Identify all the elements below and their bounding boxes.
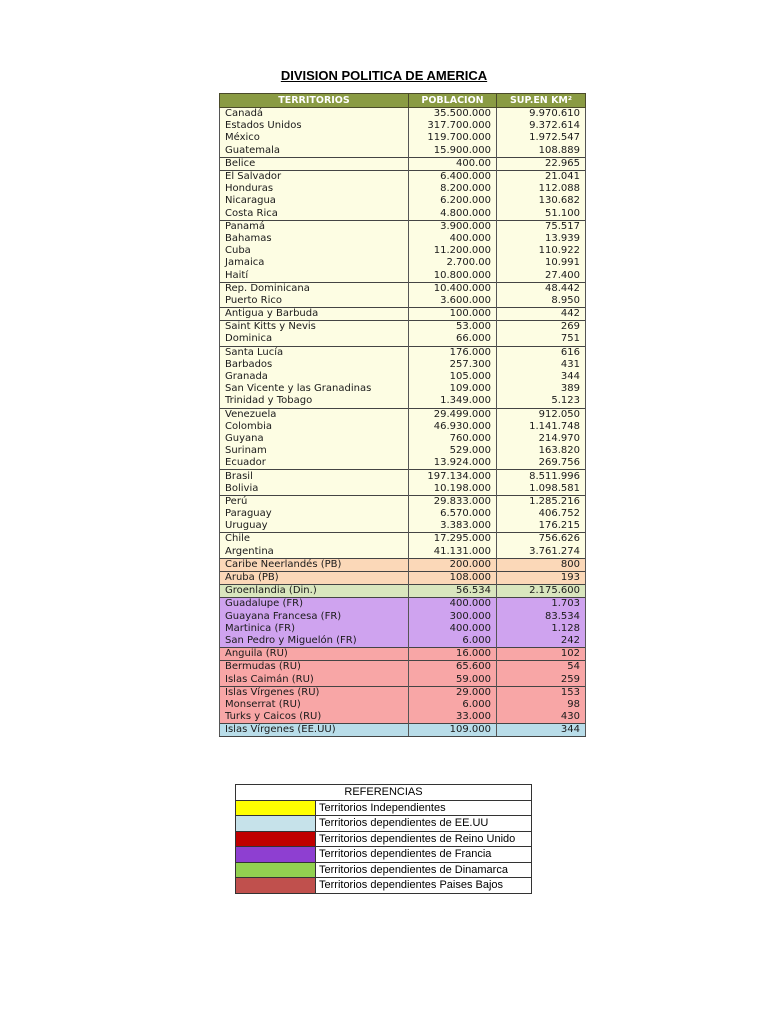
table-row — [220, 673, 586, 686]
territory-cell: Surinam — [220, 445, 409, 457]
table-row — [220, 546, 586, 559]
legend-item — [236, 816, 532, 832]
area-cell: 1.128 — [497, 623, 586, 635]
population-cell: 6.570.000 — [409, 508, 497, 520]
population-cell: 10.400.000 — [409, 282, 497, 295]
table-row — [220, 623, 586, 635]
table-row — [220, 611, 586, 623]
population-cell: 760.000 — [409, 433, 497, 445]
table-row — [220, 383, 586, 395]
territory-cell: Bolivia — [220, 483, 409, 496]
territory-cell: Martinica (FR) — [220, 623, 409, 635]
population-cell: 10.800.000 — [409, 269, 497, 282]
territory-cell: Santa Lucía — [220, 346, 409, 359]
territory-cell: Uruguay — [220, 520, 409, 533]
territory-cell: Islas Vírgenes (RU) — [220, 686, 409, 699]
population-cell: 257.300 — [409, 359, 497, 371]
population-cell: 119.700.000 — [409, 132, 497, 144]
population-cell: 46.930.000 — [409, 421, 497, 433]
area-cell: 344 — [497, 724, 586, 737]
territory-cell: Groenlandia (Din.) — [220, 585, 409, 598]
population-cell: 53.000 — [409, 321, 497, 334]
area-cell: 98 — [497, 699, 586, 711]
territory-cell: Panamá — [220, 220, 409, 233]
population-cell: 3.383.000 — [409, 520, 497, 533]
population-cell: 8.200.000 — [409, 183, 497, 195]
population-cell: 29.499.000 — [409, 408, 497, 421]
area-cell: 13.939 — [497, 233, 586, 245]
table-row — [220, 635, 586, 648]
population-cell: 6.400.000 — [409, 170, 497, 183]
table-row — [220, 598, 586, 611]
table-row — [220, 395, 586, 408]
area-cell: 153 — [497, 686, 586, 699]
area-cell: 3.761.274 — [497, 546, 586, 559]
area-cell: 51.100 — [497, 208, 586, 221]
territory-cell: Canadá — [220, 108, 409, 121]
territory-cell: Colombia — [220, 421, 409, 433]
territory-cell: Perú — [220, 495, 409, 508]
table-row — [220, 495, 586, 508]
area-cell: 108.889 — [497, 145, 586, 158]
area-cell: 214.970 — [497, 433, 586, 445]
table-row — [220, 282, 586, 295]
legend-label: Territorios dependientes de Reino Unido — [316, 831, 532, 847]
territory-cell: Venezuela — [220, 408, 409, 421]
legend-item — [236, 862, 532, 878]
area-cell: 269.756 — [497, 457, 586, 470]
legend-label: Territorios dependientes de EE.UU — [316, 816, 532, 832]
population-cell: 66.000 — [409, 333, 497, 346]
population-cell: 100.000 — [409, 308, 497, 321]
area-cell: 54 — [497, 661, 586, 674]
area-cell: 751 — [497, 333, 586, 346]
territory-cell: Granada — [220, 371, 409, 383]
territory-cell: Islas Vírgenes (EE.UU) — [220, 724, 409, 737]
area-cell: 1.703 — [497, 598, 586, 611]
area-cell: 800 — [497, 558, 586, 571]
area-cell: 5.123 — [497, 395, 586, 408]
population-cell: 13.924.000 — [409, 457, 497, 470]
population-cell: 176.000 — [409, 346, 497, 359]
area-cell: 1.972.547 — [497, 132, 586, 144]
legend-label: Territorios Independientes — [316, 800, 532, 816]
legend-item — [236, 847, 532, 863]
population-cell: 400.000 — [409, 233, 497, 245]
table-row — [220, 470, 586, 483]
table-row — [220, 433, 586, 445]
table-row — [220, 359, 586, 371]
territory-cell: Turks y Caicos (RU) — [220, 711, 409, 724]
table-row — [220, 295, 586, 308]
table-row — [220, 170, 586, 183]
table-row — [220, 308, 586, 321]
area-cell: 9.970.610 — [497, 108, 586, 121]
territory-cell: Anguila (RU) — [220, 648, 409, 661]
population-cell: 17.295.000 — [409, 533, 497, 546]
territory-cell: Monserrat (RU) — [220, 699, 409, 711]
table-row — [220, 648, 586, 661]
area-cell: 242 — [497, 635, 586, 648]
territory-cell: Haití — [220, 269, 409, 282]
territory-cell: Guadalupe (FR) — [220, 598, 409, 611]
table-row — [220, 208, 586, 221]
territory-cell: Aruba (PB) — [220, 571, 409, 584]
legend-body — [236, 785, 532, 894]
population-cell: 109.000 — [409, 724, 497, 737]
legend-color-swatch — [236, 878, 316, 894]
population-cell: 108.000 — [409, 571, 497, 584]
legend-color-swatch — [236, 800, 316, 816]
area-cell: 110.922 — [497, 245, 586, 257]
territory-cell: Guayana Francesa (FR) — [220, 611, 409, 623]
population-cell: 16.000 — [409, 648, 497, 661]
territory-cell: Costa Rica — [220, 208, 409, 221]
legend-item — [236, 831, 532, 847]
table-row — [220, 145, 586, 158]
table-row — [220, 408, 586, 421]
territory-cell: Cuba — [220, 245, 409, 257]
legend-table — [235, 784, 532, 894]
territory-cell: Caribe Neerlandés (PB) — [220, 558, 409, 571]
territory-cell: Antigua y Barbuda — [220, 308, 409, 321]
table-row — [220, 257, 586, 269]
population-cell: 35.500.000 — [409, 108, 497, 121]
table-row — [220, 457, 586, 470]
area-cell: 1.285.216 — [497, 495, 586, 508]
population-cell: 65.600 — [409, 661, 497, 674]
legend-color-swatch — [236, 831, 316, 847]
area-cell: 406.752 — [497, 508, 586, 520]
territory-cell: Honduras — [220, 183, 409, 195]
legend-color-swatch — [236, 847, 316, 863]
legend-item — [236, 878, 532, 894]
area-cell: 431 — [497, 359, 586, 371]
territory-cell: Chile — [220, 533, 409, 546]
table-row — [220, 585, 586, 598]
territory-cell: Barbados — [220, 359, 409, 371]
population-cell: 6.200.000 — [409, 195, 497, 207]
area-cell: 102 — [497, 648, 586, 661]
territory-cell: Guatemala — [220, 145, 409, 158]
population-cell: 529.000 — [409, 445, 497, 457]
area-cell: 912.050 — [497, 408, 586, 421]
table-row — [220, 508, 586, 520]
header-poblacion: POBLACION — [409, 94, 497, 108]
table-row — [220, 220, 586, 233]
area-cell: 259 — [497, 673, 586, 686]
legend-label: Territorios dependientes de Dinamarca — [316, 862, 532, 878]
population-cell: 200.000 — [409, 558, 497, 571]
population-cell: 59.000 — [409, 673, 497, 686]
territory-cell: Ecuador — [220, 457, 409, 470]
territory-cell: Estados Unidos — [220, 120, 409, 132]
area-cell: 344 — [497, 371, 586, 383]
population-cell: 2.700.00 — [409, 257, 497, 269]
header-territorios: TERRITORIOS — [220, 94, 409, 108]
document-title: DIVISION POLITICA DE AMERICA — [280, 68, 488, 83]
area-cell: 756.626 — [497, 533, 586, 546]
territory-cell: San Pedro y Miguelón (FR) — [220, 635, 409, 648]
population-cell: 400.000 — [409, 598, 497, 611]
population-cell: 3.900.000 — [409, 220, 497, 233]
territory-cell: San Vicente y las Granadinas — [220, 383, 409, 395]
population-cell: 41.131.000 — [409, 546, 497, 559]
table-row — [220, 346, 586, 359]
legend-header-row — [236, 785, 532, 801]
table-row — [220, 571, 586, 584]
table-row — [220, 724, 586, 737]
territory-cell: Guyana — [220, 433, 409, 445]
header-superficie: SUP.EN KM² — [497, 94, 586, 108]
area-cell: 112.088 — [497, 183, 586, 195]
area-cell: 9.372.614 — [497, 120, 586, 132]
area-cell: 163.820 — [497, 445, 586, 457]
area-cell: 130.682 — [497, 195, 586, 207]
area-cell: 193 — [497, 571, 586, 584]
table-row — [220, 711, 586, 724]
area-cell: 430 — [497, 711, 586, 724]
population-cell: 317.700.000 — [409, 120, 497, 132]
territory-cell: Bermudas (RU) — [220, 661, 409, 674]
table-row — [220, 321, 586, 334]
table-row — [220, 421, 586, 433]
table-row — [220, 333, 586, 346]
population-cell: 4.800.000 — [409, 208, 497, 221]
territory-cell: Dominica — [220, 333, 409, 346]
table-row — [220, 371, 586, 383]
table-row — [220, 245, 586, 257]
population-cell: 105.000 — [409, 371, 497, 383]
area-cell: 269 — [497, 321, 586, 334]
area-cell: 616 — [497, 346, 586, 359]
area-cell: 442 — [497, 308, 586, 321]
table-body — [220, 108, 586, 737]
population-cell: 56.534 — [409, 585, 497, 598]
population-cell: 3.600.000 — [409, 295, 497, 308]
territory-cell: Argentina — [220, 546, 409, 559]
population-cell: 400.00 — [409, 157, 497, 170]
territory-cell: Bahamas — [220, 233, 409, 245]
table-row — [220, 699, 586, 711]
territory-cell: Belice — [220, 157, 409, 170]
population-cell: 29.000 — [409, 686, 497, 699]
table-row — [220, 483, 586, 496]
territory-cell: Brasil — [220, 470, 409, 483]
population-cell: 109.000 — [409, 383, 497, 395]
area-cell: 8.511.996 — [497, 470, 586, 483]
area-cell: 176.215 — [497, 520, 586, 533]
population-cell: 400.000 — [409, 623, 497, 635]
legend-color-swatch — [236, 862, 316, 878]
table-row — [220, 183, 586, 195]
area-cell: 10.991 — [497, 257, 586, 269]
population-cell: 300.000 — [409, 611, 497, 623]
population-cell: 1.349.000 — [409, 395, 497, 408]
area-cell: 2.175.600 — [497, 585, 586, 598]
population-cell: 29.833.000 — [409, 495, 497, 508]
area-cell: 22.965 — [497, 157, 586, 170]
table-row — [220, 558, 586, 571]
territory-cell: México — [220, 132, 409, 144]
area-cell: 83.534 — [497, 611, 586, 623]
area-cell: 389 — [497, 383, 586, 395]
table-row — [220, 533, 586, 546]
table-row — [220, 157, 586, 170]
table-row — [220, 132, 586, 144]
table-row — [220, 108, 586, 121]
population-cell: 15.900.000 — [409, 145, 497, 158]
population-cell: 33.000 — [409, 711, 497, 724]
territory-cell: Paraguay — [220, 508, 409, 520]
table-row — [220, 661, 586, 674]
table-row — [220, 233, 586, 245]
area-cell: 8.950 — [497, 295, 586, 308]
area-cell: 48.442 — [497, 282, 586, 295]
area-cell: 75.517 — [497, 220, 586, 233]
territory-cell: El Salvador — [220, 170, 409, 183]
legend-title: REFERENCIAS — [236, 785, 532, 801]
population-cell: 6.000 — [409, 635, 497, 648]
territory-cell: Saint Kitts y Nevis — [220, 321, 409, 334]
area-cell: 1.098.581 — [497, 483, 586, 496]
population-cell: 11.200.000 — [409, 245, 497, 257]
territory-cell: Islas Caimán (RU) — [220, 673, 409, 686]
table-row — [220, 520, 586, 533]
population-cell: 197.134.000 — [409, 470, 497, 483]
area-cell: 1.141.748 — [497, 421, 586, 433]
table-header-row — [220, 94, 586, 108]
territory-cell: Puerto Rico — [220, 295, 409, 308]
territory-cell: Jamaica — [220, 257, 409, 269]
table-row — [220, 445, 586, 457]
table-row — [220, 195, 586, 207]
population-cell: 10.198.000 — [409, 483, 497, 496]
legend-label: Territorios dependientes de Francia — [316, 847, 532, 863]
territories-table — [219, 93, 586, 737]
legend-label: Territorios dependientes Paises Bajos — [316, 878, 532, 894]
territory-cell: Rep. Dominicana — [220, 282, 409, 295]
territory-cell: Trinidad y Tobago — [220, 395, 409, 408]
area-cell: 21.041 — [497, 170, 586, 183]
area-cell: 27.400 — [497, 269, 586, 282]
territory-cell: Nicaragua — [220, 195, 409, 207]
legend-color-swatch — [236, 816, 316, 832]
legend-item — [236, 800, 532, 816]
population-cell: 6.000 — [409, 699, 497, 711]
table-row — [220, 120, 586, 132]
table-row — [220, 269, 586, 282]
table-row — [220, 686, 586, 699]
